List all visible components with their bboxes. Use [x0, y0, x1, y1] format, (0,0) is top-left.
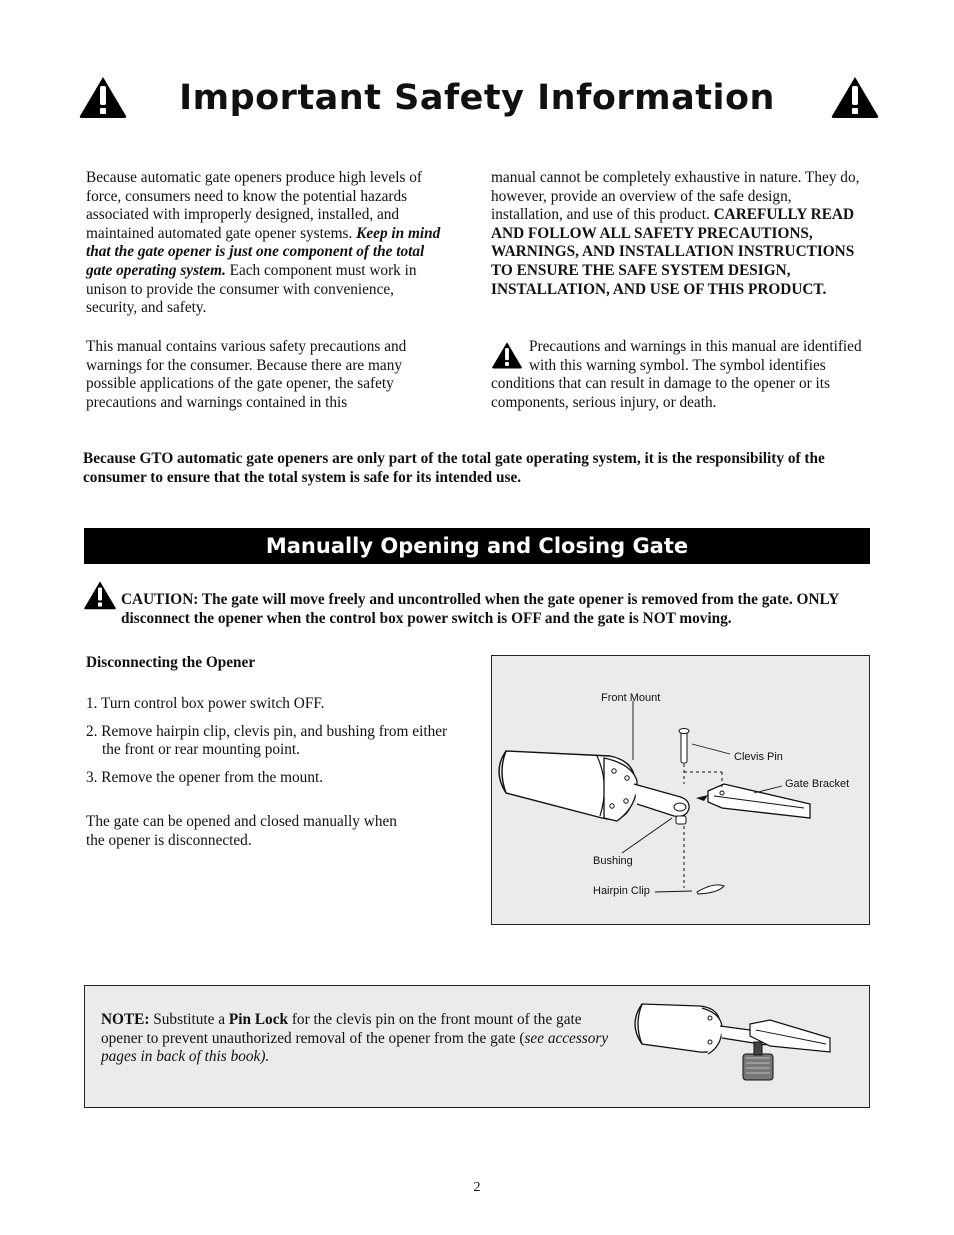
note-box [84, 985, 870, 1108]
subheading-disconnecting: Disconnecting the Opener [86, 654, 256, 671]
label-front-mount: Front Mount [601, 692, 661, 704]
warning-triangle-icon [491, 340, 523, 370]
responsibility-statement: Because GTO automatic gate openers are only part of the total gate operating system, it is the responsibility of the consumer to ensure that the total system is safe for its intended use. [83, 450, 825, 486]
note-text: NOTE: Substitute a Pin Lock for the clevis pin on the front mount of the gate opener to prevent unauthorized removal of the opener from the gate (see accessory pages in back of this book). [101, 1011, 609, 1066]
intro-right-paragraph-1: manual cannot be completely exhaustive in nature. They do, however, provide an overview of the safe design, installation, and use of this product. CAREFULLY READ AND FOLLOW ALL SAFETY PRECAUTIONS, WARNINGS, AND INSTALLATION INSTRUCTIONS TO ENSURE THE SAFE SYSTEM DESIGN, INSTALLATION, AND USE OF THIS PRODUCT. [491, 169, 860, 298]
opener-mount-diagram [492, 656, 869, 924]
list-item: 3. Remove the opener from the mount. [86, 768, 324, 786]
label-bushing: Bushing [593, 855, 633, 867]
section-heading: Manually Opening and Closing Gate [84, 528, 870, 564]
list-item: 2. Remove hairpin clip, clevis pin, and bushing from either the front or rear mounting point. [86, 722, 448, 759]
intro-left-paragraph-2: This manual contains various safety precautions and warnings for the consumer. Because there are many possible applications of the gate opener, the safety precautions and warnings contained in this [86, 338, 407, 411]
steps-list [86, 695, 451, 796]
warning-triangle-icon [83, 580, 117, 610]
page-number: 2 [473, 1180, 481, 1195]
page-title: Important Safety Information [179, 78, 775, 118]
mount-diagram-figure [491, 655, 870, 925]
list-item: 1. Turn control box power switch OFF. [86, 695, 325, 712]
pin-lock-illustration [630, 994, 840, 1094]
intro-right-paragraph-2: Precautions and warnings in this manual are identified with this warning symbol. The symbol identifies conditions that can result in damage to the opener or its components, serious injury, or death. [491, 338, 862, 411]
after-steps-paragraph: The gate can be opened and closed manually when the opener is disconnected. [86, 813, 397, 849]
label-clevis-pin: Clevis Pin [734, 751, 783, 763]
label-hairpin-clip: Hairpin Clip [593, 885, 650, 897]
intro-left-paragraph-1: Because automatic gate openers produce high levels of force, consumers need to know the potential hazards associated with improperly designed, installed, and maintained automated gate opener systems. Keep in mind that the gate opener is just one component of the total gate operating system. Each component must work in unison to provide the consumer with convenience, security, and safety. [86, 169, 441, 317]
label-gate-bracket: Gate Bracket [785, 778, 850, 790]
caution-statement: CAUTION: The gate will move freely and uncontrolled when the gate opener is removed from the gate. ONLY disconnect the opener when the control box power switch is OFF and the gate is NOT moving. [83, 581, 873, 628]
